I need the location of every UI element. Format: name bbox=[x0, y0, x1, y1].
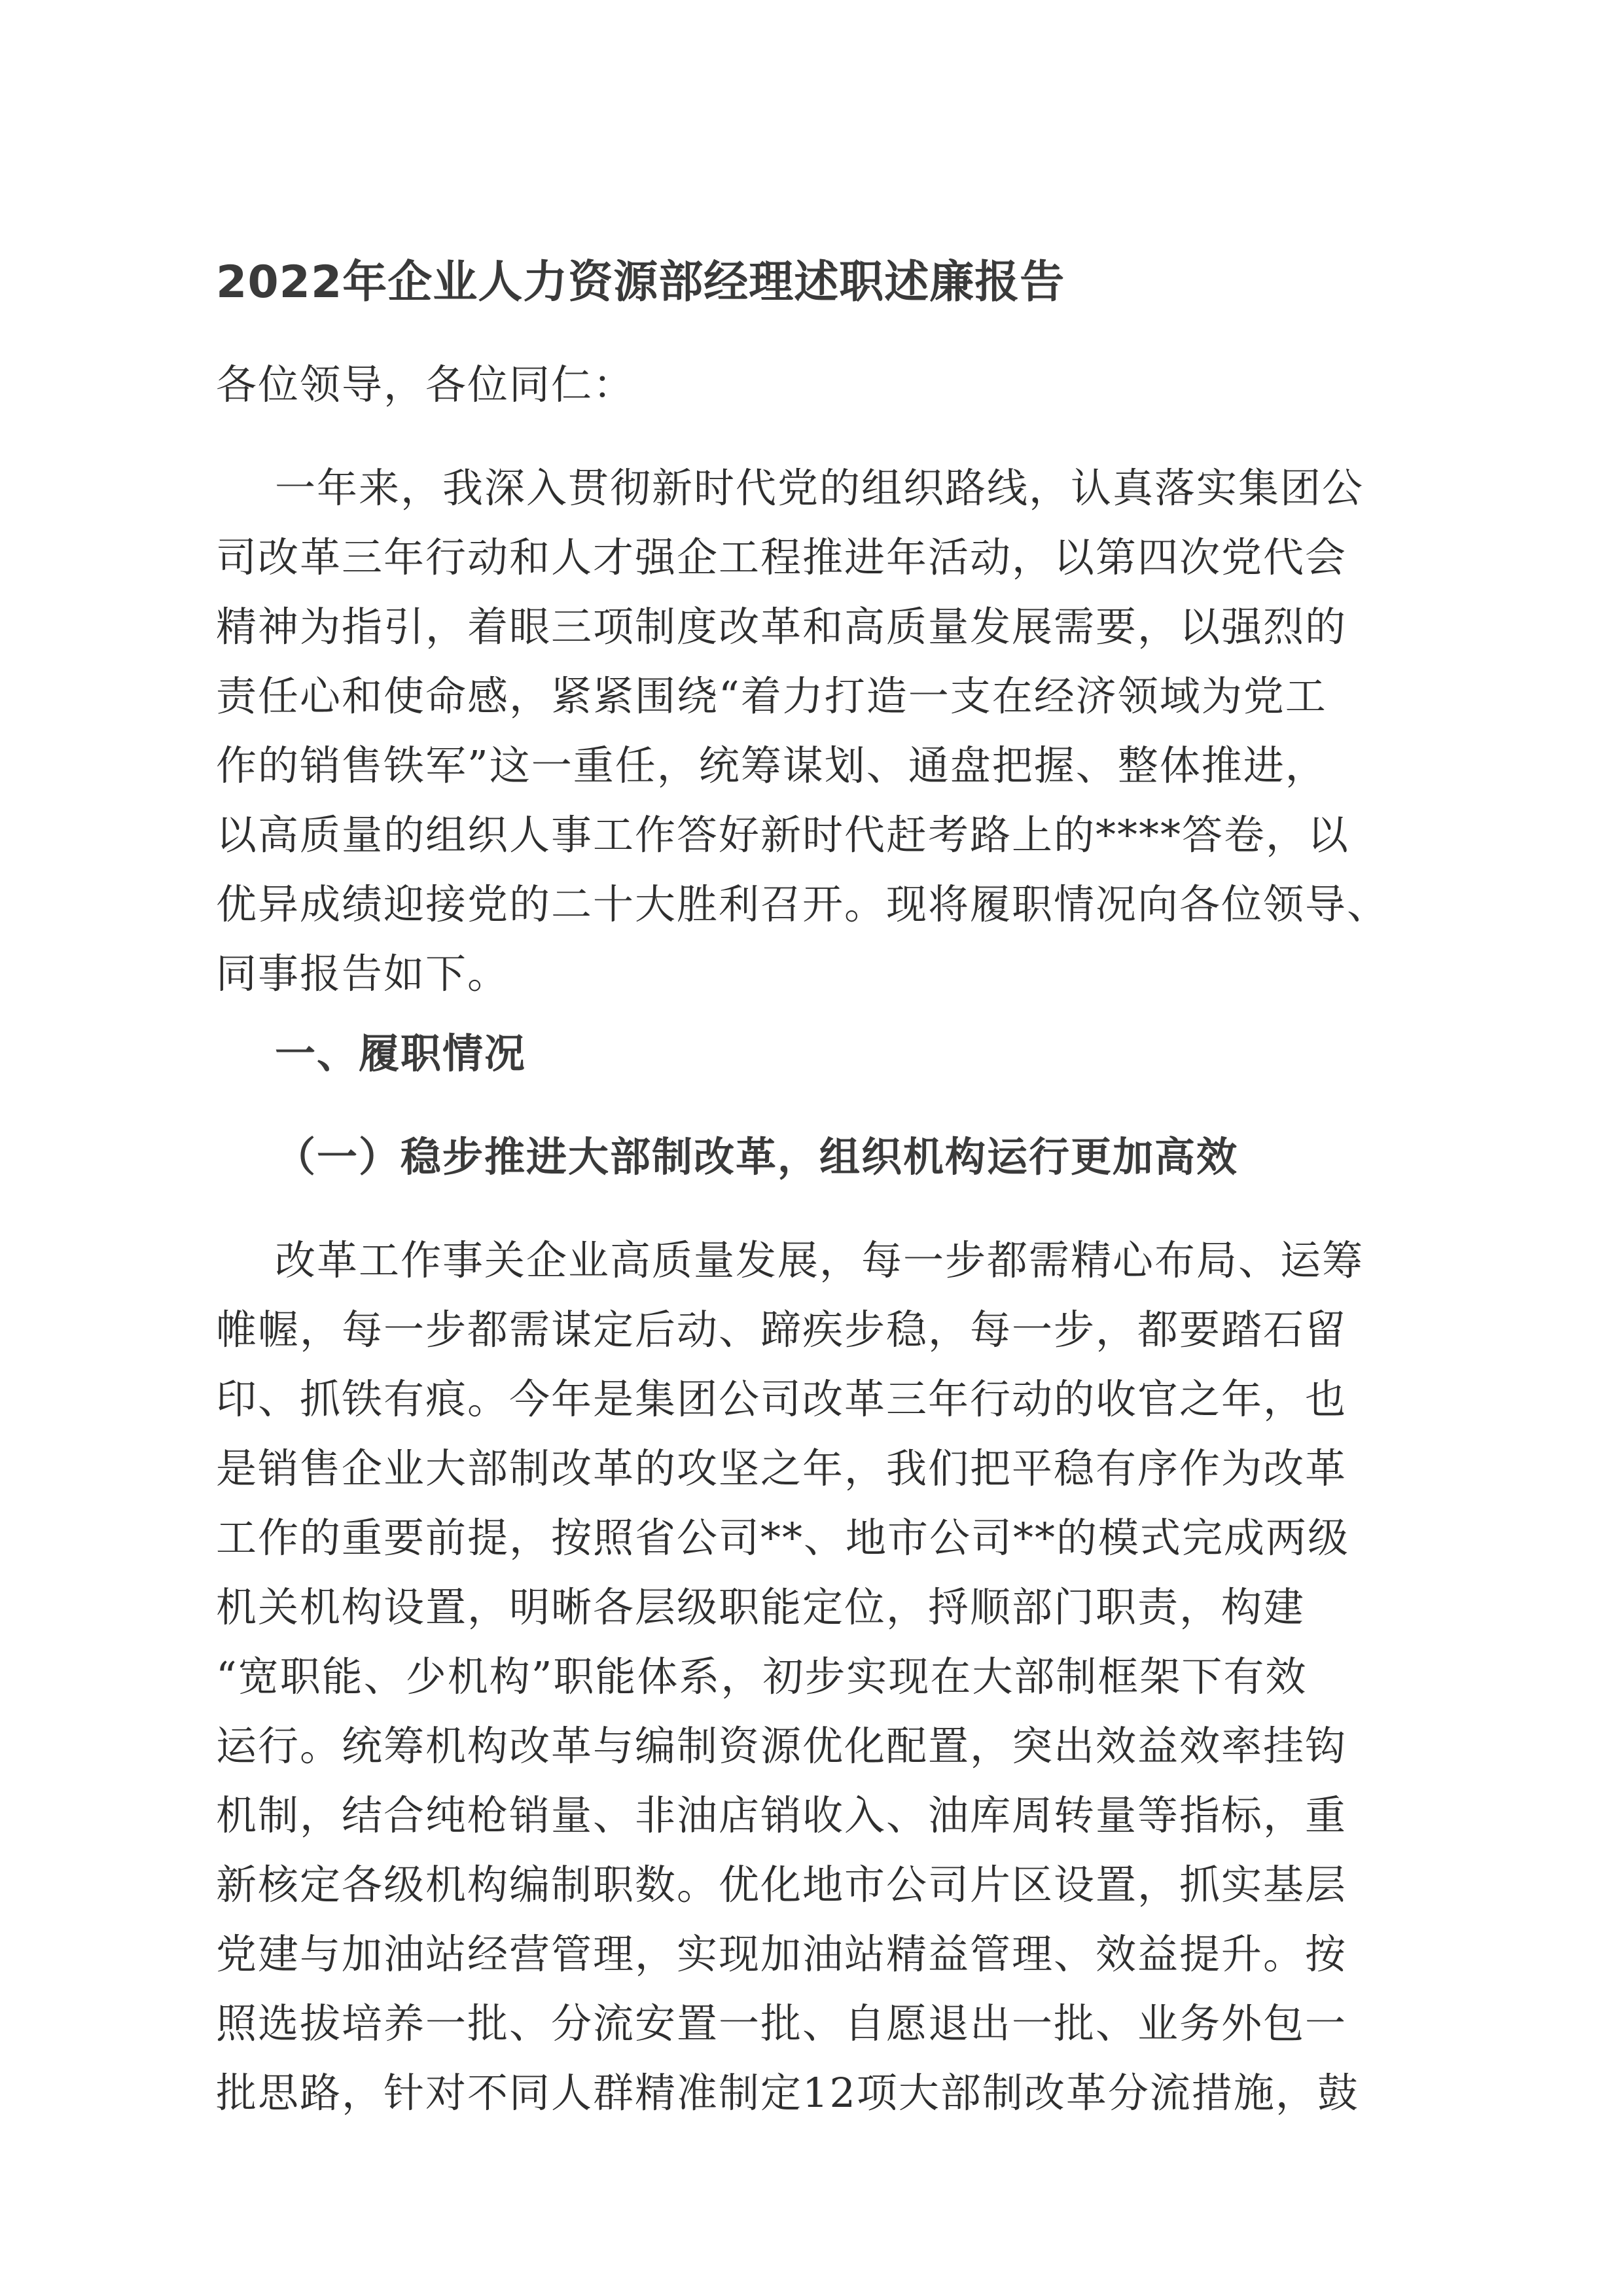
document-title: 2022年企业人力资源部经理述职述廉报告 bbox=[216, 257, 1065, 308]
paragraph-line: 照选拔培养一批、分流安置一批、自愿退出一批、业务外包一 bbox=[216, 2000, 1347, 2047]
paragraph-line: 运行。统筹机构改革与编制资源优化配置，突出效益效率挂钩 bbox=[216, 1722, 1347, 1770]
paragraph-line: 同事报告如下。 bbox=[216, 950, 510, 997]
paragraph-line: 改革工作事关企业高质量发展，每一步都需精心布局、运筹 bbox=[275, 1236, 1364, 1284]
paragraph-line: 是销售企业大部制改革的攻坚之年，我们把平稳有序作为改革 bbox=[216, 1444, 1347, 1492]
paragraph-line: 作的销售铁军”这一重任，统筹谋划、通盘把握、整体推进， bbox=[216, 742, 1327, 789]
paragraph-line: 机关机构设置，明晰各层级职能定位，捋顺部门职责，构建 bbox=[216, 1583, 1306, 1631]
paragraph-line: 责任心和使命感，紧紧围绕“着力打造一支在经济领域为党工 bbox=[216, 672, 1327, 720]
paragraph-line: 司改革三年行动和人才强企工程推进年活动，以第四次党代会 bbox=[216, 533, 1347, 581]
paragraph-line: 以高质量的组织人事工作答好新时代赶考路上的****答卷，以 bbox=[216, 811, 1350, 859]
paragraph-line: 党建与加油站经营管理，实现加油站精益管理、效益提升。按 bbox=[216, 1930, 1347, 1978]
paragraph-line: 新核定各级机构编制职数。优化地市公司片区设置，抓实基层 bbox=[216, 1861, 1347, 1909]
paragraph-line: 帷幄，每一步都需谋定后动、蹄疾步稳，每一步，都要踏石留 bbox=[216, 1306, 1347, 1354]
paragraph-line: “宽职能、少机构”职能体系，初步实现在大部制框架下有效 bbox=[216, 1653, 1308, 1700]
subsection-heading: （一）稳步推进大部制改革，组织机构运行更加高效 bbox=[275, 1133, 1239, 1181]
paragraph-line: 印、抓铁有痕。今年是集团公司改革三年行动的收官之年，也 bbox=[216, 1375, 1347, 1423]
paragraph-line: 工作的重要前提，按照省公司**、地市公司**的模式完成两级 bbox=[216, 1514, 1350, 1562]
salutation: 各位领导，各位同仁： bbox=[216, 361, 635, 408]
paragraph-line: 精神为指引，着眼三项制度改革和高质量发展需要，以强烈的 bbox=[216, 603, 1347, 651]
paragraph-line: 一年来，我深入贯彻新时代党的组织路线，认真落实集团公 bbox=[275, 464, 1364, 512]
section-heading: 一、履职情况 bbox=[275, 1030, 527, 1077]
paragraph-line: 机制，结合纯枪销量、非油店销收入、油库周转量等指标，重 bbox=[216, 1791, 1347, 1839]
paragraph-line: 优异成绩迎接党的二十大胜利召开。现将履职情况向各位领导、 bbox=[216, 880, 1389, 928]
paragraph-line: 批思路，针对不同人群精准制定12项大部制改革分流措施，鼓 bbox=[216, 2069, 1359, 2117]
